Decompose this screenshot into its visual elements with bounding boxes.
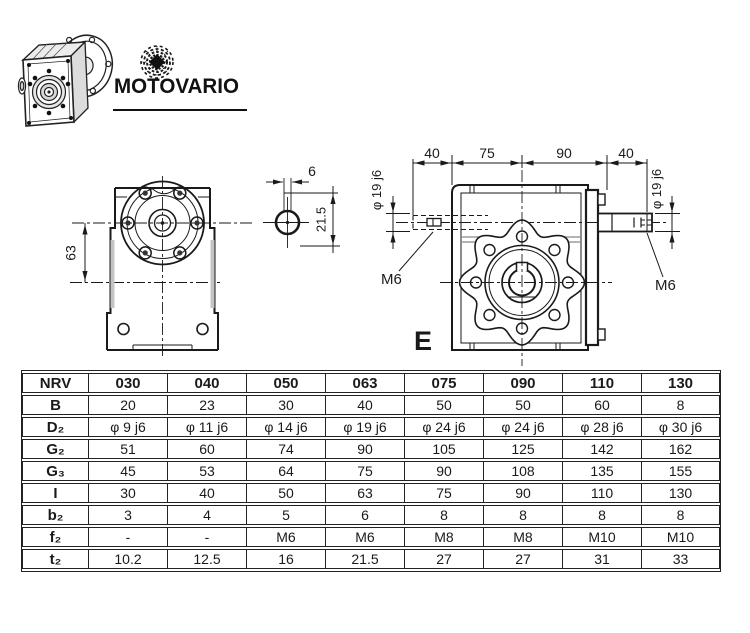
cell-value: 64 <box>246 461 325 481</box>
cell-value: 10.2 <box>88 549 167 569</box>
cell-value: 31 <box>562 549 641 569</box>
dimension-label: φ 19 j6 <box>369 169 384 211</box>
column-header: 130 <box>641 373 720 393</box>
cell-value: 130 <box>641 483 720 503</box>
cell-value: M10 <box>641 527 720 547</box>
cell-value: 75 <box>325 461 404 481</box>
table-row <box>22 439 720 459</box>
cell-value: 8 <box>641 505 720 525</box>
dimension-label: 90 <box>556 145 572 161</box>
cell-value: 105 <box>404 439 483 459</box>
table-row <box>22 549 720 569</box>
cell-value: 50 <box>246 483 325 503</box>
table-row <box>22 483 720 503</box>
table-row <box>22 417 720 437</box>
column-header: 075 <box>404 373 483 393</box>
cell-value: 4 <box>167 505 246 525</box>
cell-value: φ 11 j6 <box>167 417 246 437</box>
column-header: 090 <box>483 373 562 393</box>
column-header: NRV <box>22 373 88 393</box>
cell-value: φ 9 j6 <box>88 417 167 437</box>
cell-value: 90 <box>483 483 562 503</box>
row-label: t₂ <box>22 549 88 569</box>
dimension-label: 21.5 <box>313 206 329 233</box>
dimension-drawings <box>0 142 750 368</box>
cell-value: 108 <box>483 461 562 481</box>
cell-value: - <box>167 527 246 547</box>
cell-value: 16 <box>246 549 325 569</box>
cell-value: 40 <box>167 483 246 503</box>
gearbox-isometric-image <box>13 24 119 132</box>
column-header: 030 <box>88 373 167 393</box>
cell-value: φ 24 j6 <box>404 417 483 437</box>
shaft-section-drawing <box>263 163 340 253</box>
dimension-table <box>21 370 721 572</box>
row-label: I <box>22 483 88 503</box>
cell-value: 125 <box>483 439 562 459</box>
cell-value: 50 <box>404 395 483 415</box>
brand-logo-text: MOTOVARIO <box>114 75 240 98</box>
leader-line <box>647 233 663 277</box>
cell-value: φ 19 j6 <box>325 417 404 437</box>
cell-value: 74 <box>246 439 325 459</box>
table-row <box>22 527 720 547</box>
cell-value: 75 <box>404 483 483 503</box>
cell-value: 6 <box>325 505 404 525</box>
cell-value: 8 <box>404 505 483 525</box>
page-header <box>0 0 750 140</box>
row-label: B <box>22 395 88 415</box>
table-row <box>22 505 720 525</box>
cell-value: φ 30 j6 <box>641 417 720 437</box>
cell-value: M8 <box>404 527 483 547</box>
cell-value: 60 <box>562 395 641 415</box>
top-view-drawing <box>369 145 680 366</box>
cell-value: 90 <box>404 461 483 481</box>
dimension-label: φ 19 j6 <box>649 168 664 210</box>
thread-label: M6 <box>655 277 676 294</box>
dimension-label: 6 <box>308 163 316 179</box>
cell-value: 27 <box>404 549 483 569</box>
cell-value: 110 <box>562 483 641 503</box>
column-header: 110 <box>562 373 641 393</box>
row-label: b₂ <box>22 505 88 525</box>
cell-value: 162 <box>641 439 720 459</box>
cell-value: 50 <box>483 395 562 415</box>
cell-value: 30 <box>88 483 167 503</box>
brand-divider-line <box>113 109 247 111</box>
column-header: 040 <box>167 373 246 393</box>
cell-value: M10 <box>562 527 641 547</box>
row-label: G₃ <box>22 461 88 481</box>
cell-value: 33 <box>641 549 720 569</box>
cell-value: 142 <box>562 439 641 459</box>
cell-value: 12.5 <box>167 549 246 569</box>
cell-value: 8 <box>483 505 562 525</box>
cell-value: 53 <box>167 461 246 481</box>
thread-label: M6 <box>381 271 402 288</box>
dimension-label: 75 <box>479 145 495 161</box>
front-view-drawing <box>63 176 253 358</box>
cell-value: 5 <box>246 505 325 525</box>
cell-value: M6 <box>325 527 404 547</box>
row-label: G₂ <box>22 439 88 459</box>
cell-value: 3 <box>88 505 167 525</box>
column-header: 063 <box>325 373 404 393</box>
cell-value: 8 <box>641 395 720 415</box>
cell-value: - <box>88 527 167 547</box>
table-header-row <box>22 373 720 393</box>
cell-value: 30 <box>246 395 325 415</box>
cell-value: 51 <box>88 439 167 459</box>
cell-value: 155 <box>641 461 720 481</box>
cell-value: M8 <box>483 527 562 547</box>
cell-value: M6 <box>246 527 325 547</box>
cell-value: 63 <box>325 483 404 503</box>
cell-value: φ 14 j6 <box>246 417 325 437</box>
cell-value: 21.5 <box>325 549 404 569</box>
output-shaft <box>598 214 652 232</box>
cell-value: 23 <box>167 395 246 415</box>
table-row <box>22 395 720 415</box>
cell-value: 90 <box>325 439 404 459</box>
cell-value: 20 <box>88 395 167 415</box>
cell-value: 135 <box>562 461 641 481</box>
cell-value: 27 <box>483 549 562 569</box>
cell-value: 8 <box>562 505 641 525</box>
table-row <box>22 461 720 481</box>
dimension-label: 63 <box>62 245 79 261</box>
row-label: f₂ <box>22 527 88 547</box>
row-label: D₂ <box>22 417 88 437</box>
cell-value: 45 <box>88 461 167 481</box>
dimension-label: 40 <box>424 145 440 161</box>
cell-value: φ 24 j6 <box>483 417 562 437</box>
cell-value: 40 <box>325 395 404 415</box>
cell-value: φ 28 j6 <box>562 417 641 437</box>
column-header: 050 <box>246 373 325 393</box>
mounting-version-label: E <box>414 326 433 356</box>
leader-line <box>399 232 433 271</box>
dimension-label: 40 <box>618 145 634 161</box>
cell-value: 60 <box>167 439 246 459</box>
